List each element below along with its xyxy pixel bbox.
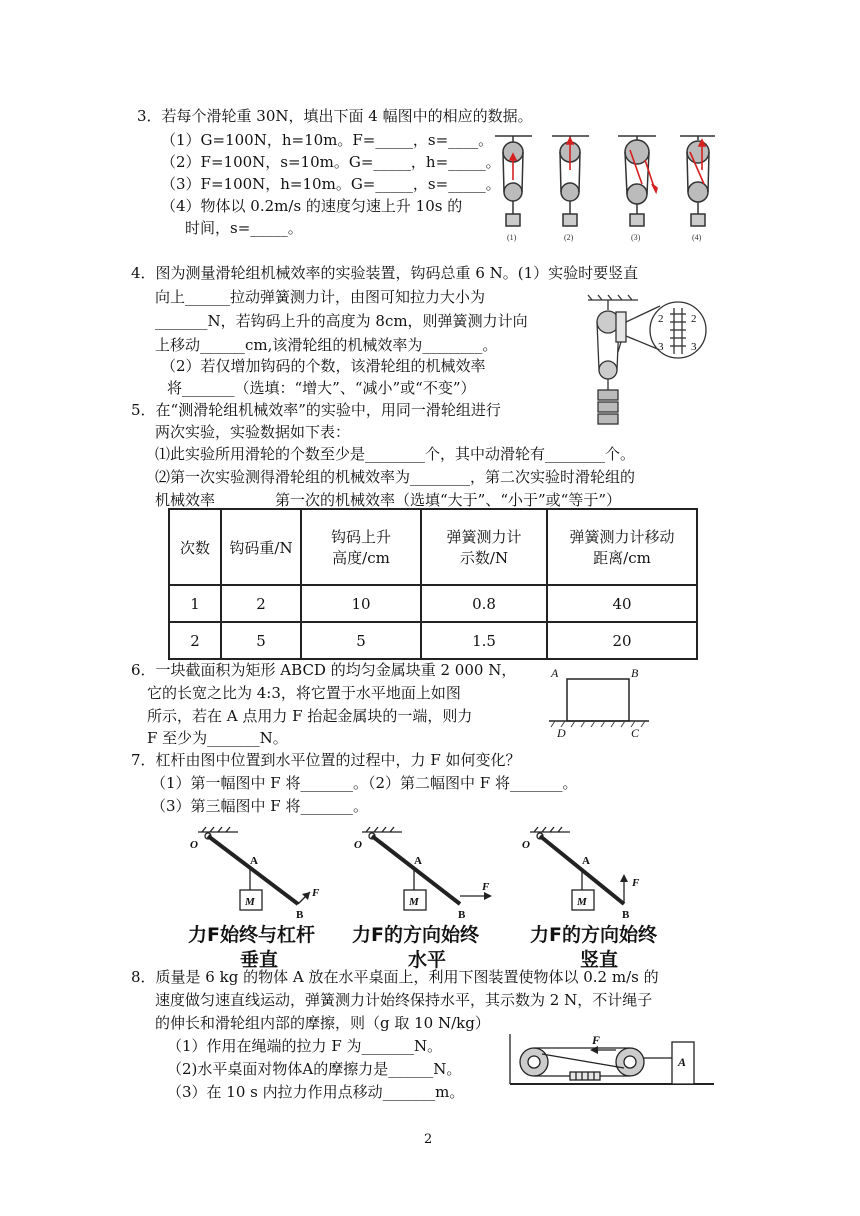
table-cell: 5: [221, 622, 301, 659]
scale-label-left-3: 3: [658, 341, 664, 353]
q7-line3: （3）第三幅图中 F 将_______。: [151, 797, 368, 815]
q3-line2: （2）F=100N，s=10m。G=_____，h=_____。: [161, 153, 501, 171]
lever-figure-vertical: [520, 826, 670, 921]
lever-caption-3a: 力F的方向始终: [530, 924, 657, 946]
q4-line6: 将_______（选填：“增大”、“减小”或“不变”）: [167, 379, 476, 397]
q3-line1: （1）G=100N，h=10m。F=_____，s=____。: [161, 131, 494, 149]
q5-line5: 机械效率________第一次的机械效率（选填“大于”、“小于”或“等于”）: [155, 491, 622, 509]
corner-label-a: A: [551, 666, 559, 680]
lever3-label-b: B: [622, 909, 630, 921]
object-label-a: A: [678, 1055, 687, 1069]
table-cell: 40: [547, 585, 697, 622]
pulley-label-2: (2): [564, 233, 574, 242]
table-cell: 10: [301, 585, 421, 622]
lever3-label-a: A: [582, 855, 590, 867]
corner-label-d: D: [557, 726, 566, 740]
lever1-label-o: O: [190, 839, 198, 851]
lever2-label-f: F: [482, 881, 490, 893]
table-cell: 5: [301, 622, 421, 659]
lever1-label-b: B: [296, 909, 304, 921]
pulley-label-1: (1): [507, 233, 517, 242]
page-number: 2: [424, 1132, 433, 1147]
q3-line3: （3）F=100N，h=10m。G=_____，s=_____。: [161, 175, 501, 193]
table-header-cell: 弹簧测力计移动 距离/cm: [547, 509, 697, 585]
table-row: [169, 585, 697, 622]
lever1-label-f: F: [312, 887, 320, 899]
scale-label-right-2: 2: [691, 313, 697, 325]
q5-line4: ⑵第一次实验测得滑轮组的机械效率为________，第二次实验时滑轮组的: [155, 468, 636, 486]
q5-line2: 两次实验，实验数据如下表：: [155, 423, 351, 441]
q8-line4: （1）作用在绳端的拉力 F 为_______N。: [167, 1037, 443, 1055]
horizontal-pulley-figure: [506, 1028, 718, 1090]
lever1-label-a: A: [250, 855, 258, 867]
pulley-force-label: F: [592, 1033, 601, 1047]
lever2-label-o: O: [354, 839, 362, 851]
efficiency-apparatus: [580, 292, 710, 432]
lever-caption-3b: 竖直: [580, 949, 619, 971]
q3-line5: 时间，s=_____。: [185, 219, 303, 237]
q3-stem: 3．若每个滑轮重 30N，填出下面 4 幅图中的相应的数据。: [137, 107, 533, 125]
lever-caption-1b: 垂直: [240, 949, 279, 971]
table-cell: 2: [221, 585, 301, 622]
q3-line4: （4）物体以 0.2m/s 的速度匀速上升 10s 的: [161, 197, 463, 215]
table-header-cell: 钩码上升 高度/cm: [301, 509, 421, 585]
table-cell: 1.5: [421, 622, 547, 659]
metal-block-figure: [545, 665, 655, 740]
table-header-cell: 次数: [169, 509, 221, 585]
q8-line5: （2)水平桌面对物体A的摩擦力是______N。: [167, 1060, 462, 1078]
q4-line1: 4．图为测量滑轮组机械效率的实验装置，钩码总重 6 N。(1）实验时要竖直: [131, 264, 639, 282]
lever3-label-o: O: [522, 839, 530, 851]
table-cell: 0.8: [421, 585, 547, 622]
q4-line3: _______N，若钩码上升的高度为 8cm，则弹簧测力计向: [155, 312, 528, 330]
q8-line2: 速度做匀速直线运动，弹簧测力计始终保持水平，其示数为 2 N，不计绳子: [155, 991, 653, 1009]
lever-caption-1a: 力F始终与杠杆: [188, 924, 315, 946]
q7-line1: 7．杠杆由图中位置到水平位置的过程中，力 F 如何变化？: [131, 751, 521, 769]
lever2-label-a: A: [414, 855, 422, 867]
lever2-label-b: B: [458, 909, 466, 921]
q6-line1: 6．一块截面积为矩形 ABCD 的均匀金属块重 2 000 N，: [131, 661, 517, 679]
q5-line1: 5．在“测滑轮组机械效率”的实验中，用同一滑轮组进行: [131, 401, 501, 419]
scale-label-left-2: 2: [658, 313, 664, 325]
lever-caption-2a: 力F的方向始终: [352, 924, 479, 946]
experiment-table: [168, 508, 698, 660]
pulley-label-4: (4): [692, 233, 702, 242]
q4-line4: 上移动______cm,该滑轮组的机械效率为________。: [155, 336, 498, 354]
q8-line1: 8．质量是 6 kg 的物体 A 放在水平桌面上，利用下图装置使物体以 0.2 m/s 的: [131, 968, 659, 986]
table-header-cell: 钩码重/N: [221, 509, 301, 585]
pulley-label-3: (3): [631, 233, 641, 242]
q6-line2: 它的长宽之比为 4:3，将它置于水平地面上如图: [147, 684, 461, 702]
lever2-label-m: M: [409, 896, 419, 908]
q6-line3: 所示，若在 A 点用力 F 抬起金属块的一端，则力: [147, 707, 473, 725]
table-row: [169, 622, 697, 659]
q7-line2: （1）第一幅图中 F 将_______。（2）第二幅图中 F 将_______。: [151, 774, 578, 792]
q8-line6: （3）在 10 s 内拉力作用点移动_______m。: [167, 1083, 465, 1101]
table-cell: 1: [169, 585, 221, 622]
q4-line5: （2）若仅增加钩码的个数，该滑轮组的机械效率: [161, 357, 486, 375]
scale-label-right-3: 3: [691, 341, 697, 353]
lever-caption-2b: 水平: [408, 949, 447, 971]
q6-line4: F 至少为_______N。: [147, 729, 288, 747]
lever-figure-perpendicular: [188, 826, 338, 921]
table-cell: 2: [169, 622, 221, 659]
table-cell: 20: [547, 622, 697, 659]
lever3-label-m: M: [577, 896, 587, 908]
q4-line2: 向上______拉动弹簧测力计，由图可知拉力大小为: [155, 288, 486, 306]
table-header-cell: 弹簧测力计 示数/N: [421, 509, 547, 585]
lever3-label-f: F: [632, 877, 640, 889]
pulley-figures: [490, 130, 720, 248]
lever1-label-m: M: [245, 896, 255, 908]
q8-line3: 的伸长和滑轮组内部的摩擦，则（g 取 10 N/kg）: [155, 1014, 490, 1032]
corner-label-b: B: [631, 666, 639, 680]
q5-line3: ⑴此实验所用滑轮的个数至少是________个，其中动滑轮有________个。: [155, 445, 636, 463]
lever-figure-horizontal: [352, 826, 502, 921]
corner-label-c: C: [631, 726, 640, 740]
